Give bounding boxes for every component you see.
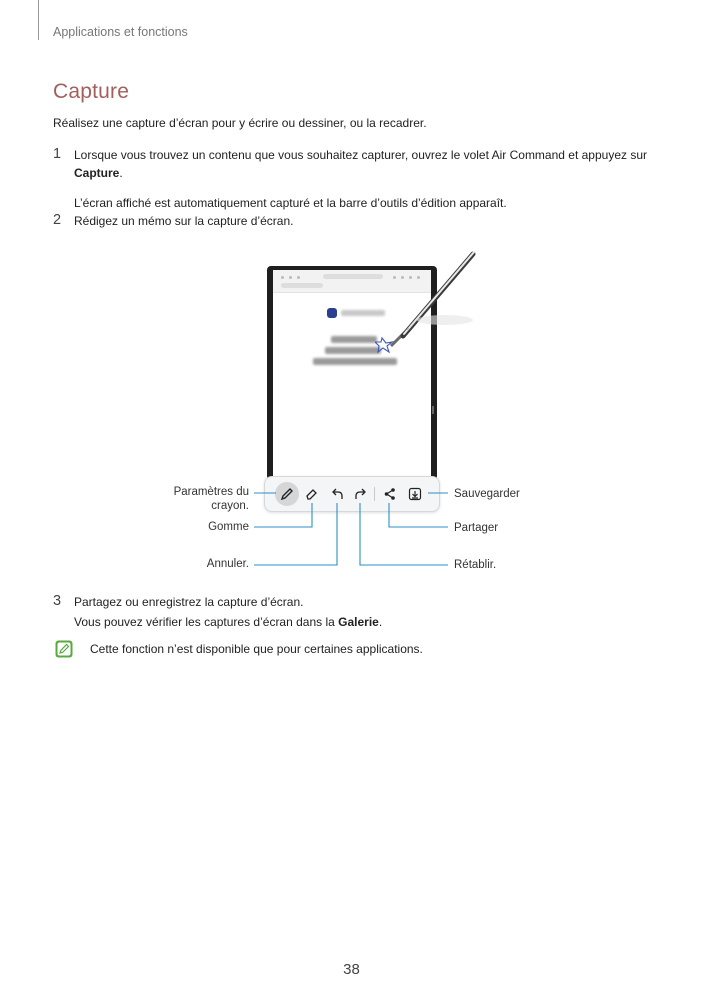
callout-save: Sauvegarder bbox=[454, 488, 520, 500]
note-icon bbox=[55, 640, 73, 658]
step-number: 2 bbox=[53, 212, 62, 228]
callout-line-undo bbox=[254, 503, 337, 565]
step-number: 3 bbox=[53, 593, 62, 609]
step-number: 1 bbox=[53, 146, 62, 162]
gallery-label: Galerie bbox=[338, 615, 379, 629]
callout-line-redo bbox=[360, 503, 448, 565]
intro-text: Réalisez une capture d’écran pour y écrire ou dessiner, ou la recadrer. bbox=[53, 116, 427, 130]
page-title: Capture bbox=[53, 80, 130, 103]
page-number: 38 bbox=[343, 961, 360, 978]
callout-undo: Annuler. bbox=[206, 558, 249, 570]
step-text: Rédigez un mémo sur la capture d’écran. bbox=[74, 214, 294, 228]
callout-line-share bbox=[389, 503, 448, 527]
capture-label: Capture bbox=[74, 166, 120, 180]
step-text: Lorsque vous trouvez un contenu que vous souhaitez capturer, ouvrez le volet Air Command et appuyez sur Capture. bbox=[74, 148, 647, 180]
callout-share: Partager bbox=[454, 522, 499, 534]
callout-pen-settings: Paramètres du crayon. bbox=[173, 486, 249, 512]
note-text: Cette fonction n’est disponible que pour certaines applications. bbox=[90, 642, 423, 656]
step-subtext: Vous pouvez vérifier les captures d’écran dans la Galerie. bbox=[74, 615, 383, 629]
step-3 bbox=[53, 593, 653, 631]
section-header: Applications et fonctions bbox=[53, 25, 188, 39]
callout-line-eraser bbox=[254, 503, 312, 527]
callout-redo: Rétablir. bbox=[454, 559, 497, 571]
callout-eraser: Gomme bbox=[208, 521, 249, 533]
step-subtext: L’écran affiché est automatiquement capturé et la barre d’outils d’édition apparaît. bbox=[74, 196, 507, 210]
step-text: Partagez ou enregistrez la capture d’écran. bbox=[74, 595, 304, 609]
